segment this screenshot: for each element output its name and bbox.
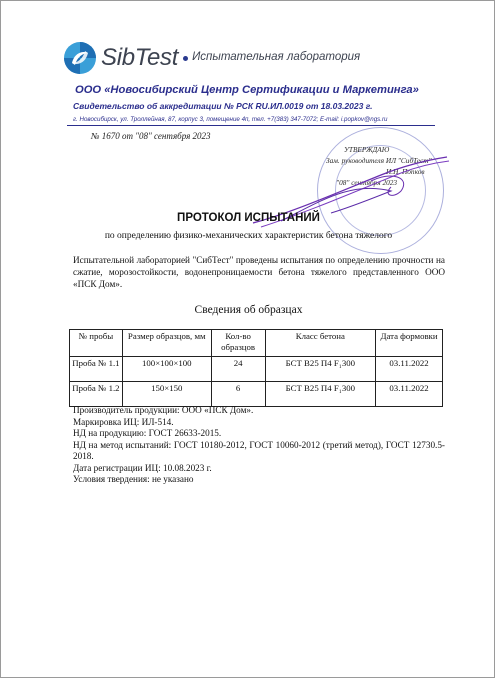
intro-paragraph: Испытательной лабораторией "СибТест" проведены испытания по определению прочности на сжатие, морозостойкости, водонепроницаемости бетона тяжелого представленного ООО «ПСК Дом». [73,255,445,289]
accreditation-line: Свидетельство об аккредитации № РСК RU.ИЛ.0019 от 18.03.2023 г. [73,101,373,111]
product-standard-line: НД на продукцию: ГОСТ 26633-2015. [73,428,222,438]
logo-subtitle: Испытательная лаборатория [192,51,361,64]
logo-bullet [183,56,188,61]
protocol-subtitle: по определению физико-механических характеристик бетона тяжелого [104,231,393,241]
samples-table [69,329,443,407]
table-header-row [70,330,443,357]
address-line: г. Новосибирск, ул. Троллейная, 87, корпус 3, помещение 4п, тел. +7(383) 347-7072; E-mail: i.popkov@ngs.ru [73,116,388,123]
protocol-title: ПРОТОКОЛ ИСПЫТАНИЙ [177,212,320,224]
table-row [70,382,443,407]
table-cell: 6 [211,382,265,407]
table-cell: Проба № 1.2 [70,382,123,407]
registration-date-line: Дата регистрации ИЦ: 10.08.2023 г. [73,462,212,473]
approval-date: "08" сентября 2023 [336,178,398,187]
column-header: Кол-во образцов [211,330,265,357]
header-divider [67,125,435,126]
table-row [70,357,443,382]
sibtest-logo-icon [63,41,97,75]
table-cell: 100×100×100 [122,357,211,382]
sample-facts [73,405,445,486]
method-standard-line: НД на метод испытаний: ГОСТ 10180-2012, ГОСТ 10060-2012 (третий метод), ГОСТ 12730.5-2018. [73,439,445,461]
protocol-number: № 1670 от "08" сентября 2023 [91,131,211,141]
table-cell: 150×150 [122,382,211,407]
organization-name: ООО «Новосибирский Центр Сертификации и Маркетинга» [75,84,419,96]
table-cell: 24 [211,357,265,382]
table-cell: 03.11.2022 [376,357,443,382]
manufacturer-line: Производитель продукции: ООО «ПСК Дом». [73,405,254,415]
column-header: № пробы [70,330,123,357]
company-logo [63,41,360,75]
curing-conditions-line: Условия твердения: не указано [73,474,194,484]
marking-line: Маркировка ИЦ: ИЛ-514. [73,416,174,427]
approval-signer: И.Н. Попков [386,167,425,176]
column-header: Дата формовки [376,330,443,357]
table-cell: Проба № 1.1 [70,357,123,382]
table-cell: БСТ В25 П4 F₁300 [265,357,376,382]
table-cell: БСТ В25 П4 F₁300 [265,382,376,407]
approval-position: Зам. руководителя ИЛ "СибТест" [326,156,432,165]
approval-heading: УТВЕРЖДАЮ [344,145,390,154]
column-header: Размер образцов, мм [122,330,211,357]
section-title: Сведения об образцах [194,304,303,316]
column-header: Класс бетона [265,330,376,357]
logo-name: SibTest [101,44,179,71]
table-cell: 03.11.2022 [376,382,443,407]
